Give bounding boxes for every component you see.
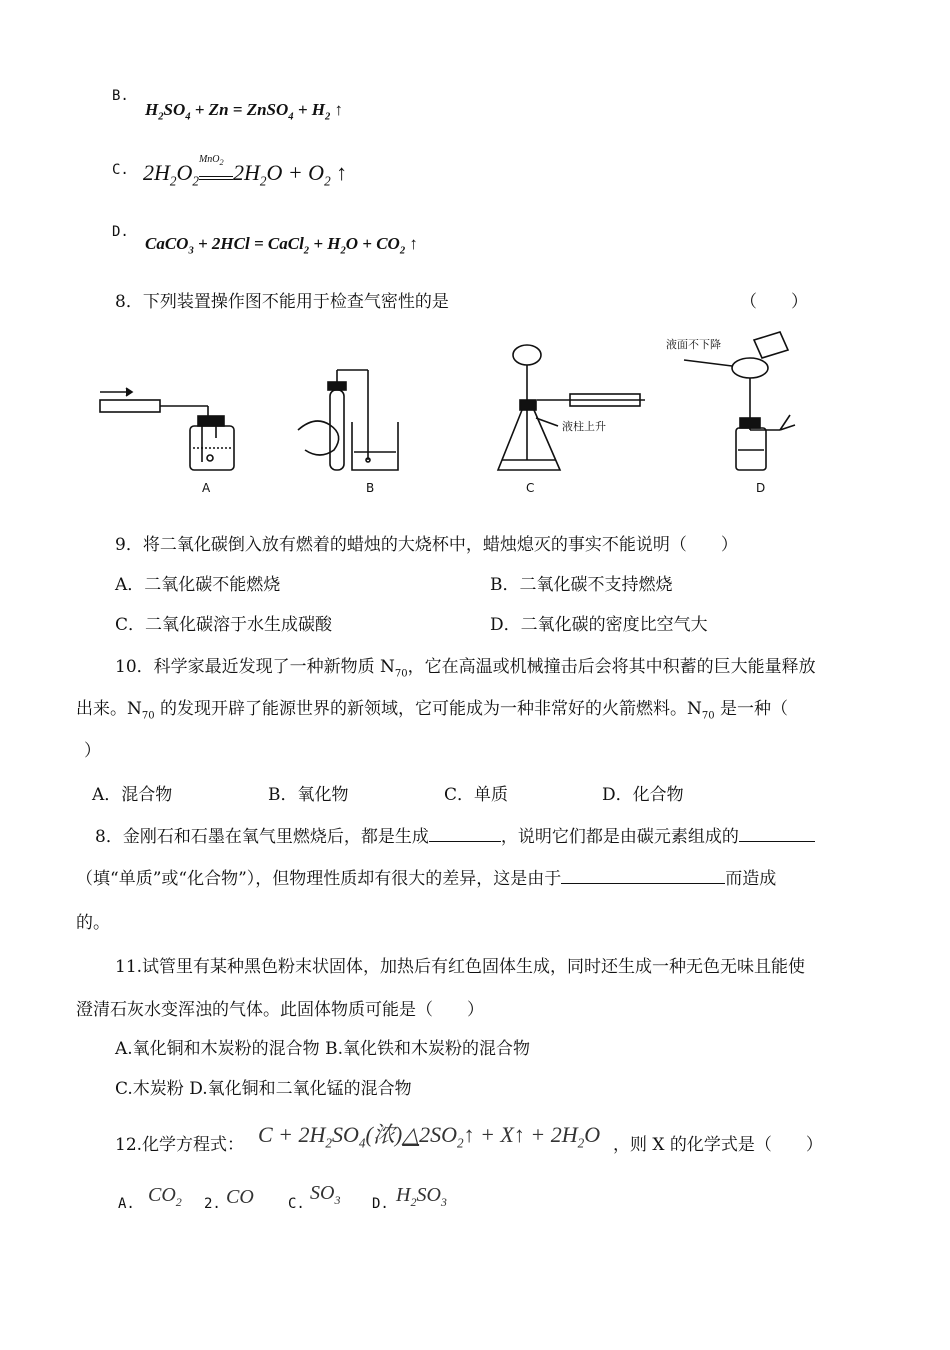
annot-c: 液柱上升: [562, 420, 606, 433]
airtightness-apparatus-figure: [90, 330, 850, 505]
apparatus-a: [100, 388, 234, 470]
blank-2[interactable]: [739, 841, 815, 842]
blank-3[interactable]: [561, 883, 725, 884]
q9-option-a: A．二氧化碳不能燃烧: [115, 575, 281, 595]
option-c-label: C.: [112, 162, 129, 178]
q10-line-2: 出来。$N_{70}$ 的发现开辟了能源世界的新领域，它可能成为一种非常好的火箭燃料。$N_{70}$ 是一种（: [76, 699, 789, 722]
option-b-label: B.: [112, 88, 129, 104]
annot-d: 液面不下降: [666, 338, 721, 351]
q8-stem: 8．下列装置操作图不能用于检查气密性的是: [115, 292, 449, 312]
q8-answer-paren: （ ）: [740, 292, 808, 312]
q11-options-cd: C.木炭粉 D.氧化铜和二氧化锰的混合物: [115, 1079, 412, 1099]
q12-option-b: CO: [226, 1186, 254, 1208]
apparatus-d: [666, 332, 795, 470]
q10-option-a: A．混合物: [92, 785, 173, 805]
q10-option-b: B．氧化物: [268, 785, 349, 805]
q12-option-a-label: A.: [118, 1196, 135, 1212]
equation-b: $H_2SO_4 + Zn$ = ZnSO$_4$ + $H_2$ ↑: [145, 100, 343, 123]
label-c: C: [526, 481, 535, 495]
q9-stem: 9．将二氧化碳倒入放有燃着的蜡烛的大烧杯中，蜡烛熄灭的事实不能说明（ ）: [115, 535, 738, 555]
q12-option-c-label: C.: [288, 1196, 305, 1212]
q12-suffix: ，则 X 的化学式是（ ）: [613, 1135, 823, 1155]
q10-line-1: 10．科学家最近发现了一种新物质 $N_{70}$，它在高温或机械撞击后会将其中积蓄的巨大能量释放: [115, 657, 816, 680]
q11-line-1: 11.试管里有某种黑色粉末状固体，加热后有红色固体生成，同时还生成一种无色无味且能使: [115, 957, 806, 977]
q12-option-c: $SO_3$: [310, 1182, 341, 1207]
q8b-line-3: 的。: [76, 913, 110, 933]
q9-option-b: B．二氧化碳不支持燃烧: [490, 575, 673, 595]
q8b-line-2: （填“单质”或“化合物”），但物理性质却有很大的差异，这是由于 而造成: [76, 869, 777, 889]
q10-option-d: D．化合物: [602, 785, 684, 805]
apparatus-c: [498, 345, 645, 470]
q10-line-3: ）: [84, 741, 101, 761]
q11-options-ab: A.氧化铜和木炭粉的混合物 B.氧化铁和木炭粉的混合物: [115, 1039, 530, 1059]
q11-line-2: 澄清石灰水变浑浊的气体。此固体物质可能是（ ）: [76, 1000, 484, 1020]
q12-option-b-label: 2.: [204, 1196, 221, 1212]
q12-equation: $C + 2H_2SO_4$(浓)$\triangle 2SO_2↑$ + X↑ + $2H_2O$: [258, 1122, 601, 1151]
blank-1[interactable]: [429, 841, 501, 842]
q9-option-d: D．二氧化碳的密度比空气大: [490, 615, 708, 635]
label-a: A: [202, 481, 211, 495]
q8b-line-1: 8．金刚石和石墨在氧气里燃烧后，都是生成 ，说明它们都是由碳元素组成的: [95, 822, 815, 847]
label-d: D: [756, 481, 766, 495]
option-d-label: D.: [112, 224, 129, 240]
apparatus-b: [298, 370, 398, 470]
q9-option-c: C．二氧化碳溶于水生成碳酸: [115, 615, 333, 635]
q10-option-c: C．单质: [444, 785, 509, 805]
q12-option-d: $H_2SO_3$: [396, 1184, 447, 1209]
q12-option-a: $CO_2$: [148, 1184, 182, 1209]
label-b: B: [366, 481, 375, 495]
q12-option-d-label: D.: [372, 1196, 389, 1212]
q12-prefix: 12.化学方程式：: [115, 1135, 245, 1155]
equation-d: CaCO$_3$ + 2HCl = CaCl$_2$ + $H_2O + CO_2$ ↑: [145, 234, 418, 257]
equation-c: $2H_2O_2$ MnO$_2$ $2H_2O + O_2$ ↑: [143, 153, 348, 189]
